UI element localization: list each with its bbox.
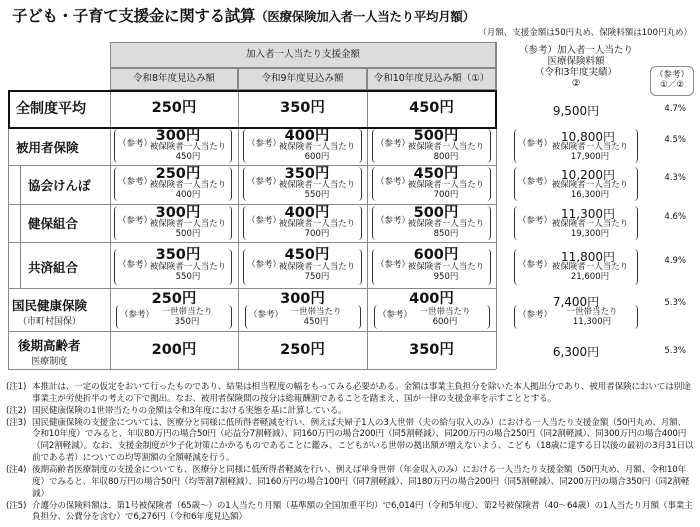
row5-r10b: 600円 — [432, 317, 458, 327]
row-label-employee: 被用者保険 — [16, 140, 79, 155]
ref-label: （参考） — [378, 310, 413, 320]
unit-note: （月額、支援金額は50円丸め、保険料額は100円丸め） — [478, 28, 692, 38]
row4-r10a: 被保険者一人当たり — [407, 262, 485, 272]
ref-label: （参考） — [247, 260, 282, 270]
header-ref-premium-l2: 医療保険料額 — [547, 56, 605, 68]
row1-prem: 10,800円 — [561, 130, 615, 144]
row4-v10: 600円 — [413, 247, 459, 263]
row2-v10: 450円 — [413, 166, 459, 182]
row3-r8b: 500円 — [175, 229, 201, 239]
note-item — [6, 501, 694, 525]
row2-r9a: 被保険者一人当たり — [278, 180, 356, 190]
ref-label: （参考） — [376, 177, 411, 187]
row0-v10: 450円 — [409, 100, 454, 116]
ref-label: （参考） — [518, 260, 553, 270]
row4-pa: 被保険者一人当たり — [551, 262, 629, 272]
row1-pa: 被保険者一人当たり — [551, 142, 629, 152]
note-item — [6, 465, 694, 501]
ref-label: （参考） — [376, 139, 411, 149]
row-label-koki — [18, 336, 81, 367]
row2-r9b: 550円 — [304, 190, 330, 200]
row3-r8a: 被保険者一人当たり — [149, 219, 227, 229]
row1-v8: 300円 — [155, 128, 201, 144]
row2-prem: 10,200円 — [561, 168, 615, 182]
row1-pct: 4.5% — [664, 135, 686, 145]
row3-pb: 19,300円 — [570, 229, 610, 239]
row6-prem: 6,300円 — [552, 345, 600, 359]
row4-r8b: 550円 — [175, 272, 201, 282]
row4-prem: 11,800円 — [561, 250, 615, 264]
notes-section — [6, 382, 694, 524]
ref-label: （参考） — [118, 139, 153, 149]
row5-r8b: 350円 — [174, 317, 200, 327]
row3-pct: 4.6% — [664, 212, 686, 222]
row1-v10: 500円 — [413, 128, 459, 144]
row2-pa: 被保険者一人当たり — [551, 180, 629, 190]
row1-v9: 400円 — [284, 128, 330, 144]
ref-label: （参考） — [118, 177, 153, 187]
row2-pb: 16,300円 — [570, 190, 610, 200]
ref-label: （参考） — [247, 139, 282, 149]
row0-prem: 9,500円 — [552, 104, 600, 118]
row4-v8: 350円 — [155, 247, 201, 263]
row6-v10: 350円 — [409, 342, 454, 358]
page-title — [12, 4, 475, 26]
row1-r9b: 600円 — [304, 152, 330, 162]
header-ref-premium-l3: （令和3年度実績） — [534, 67, 618, 78]
row6-v9: 250円 — [280, 342, 325, 358]
note-num: (注2) — [6, 405, 27, 416]
header-group: 加入者一人当たり支援金額 — [110, 42, 496, 68]
row2-r8a: 被保険者一人当たり — [149, 180, 227, 190]
note-text: 後期高齢者医療制度の支援金についても、医療分と同様に低所得者軽減を行い、例えば単身世帯（年金収入のみ）における一人当たり支援金額（50円丸め、月額、令和10年度）でみると、年収80万円の場合50円（均等割7割軽減）、同160万円の場合100円（同7割軽減）、同180万円の場合200円（同5割軽減）、同200万円の場合350円（同2割軽減） — [32, 465, 690, 499]
row5-pct: 5.3% — [664, 298, 686, 308]
note-num: (注1) — [6, 382, 27, 392]
row2-r8b: 400円 — [175, 190, 201, 200]
ref-label: （参考） — [518, 310, 553, 320]
ref-label: （参考） — [118, 260, 153, 270]
ref-label: （参考） — [120, 310, 155, 320]
row6-v8: 200円 — [151, 342, 197, 358]
row-label-kyosai: 共済組合 — [28, 260, 79, 275]
row1-r9a: 被保険者一人当たり — [278, 142, 356, 152]
row2-r10a: 被保険者一人当たり — [407, 180, 485, 190]
row3-v10: 500円 — [413, 205, 459, 221]
row4-r10b: 950円 — [433, 272, 459, 282]
row3-v8: 300円 — [155, 205, 201, 221]
row5-v10: 400円 — [409, 291, 454, 307]
ref-label: （参考） — [247, 216, 282, 226]
row5-pa: 一世帯当たり — [566, 307, 618, 317]
row5-pb: 11,300円 — [572, 317, 612, 327]
header-ratio-l1: （参考） — [654, 70, 689, 81]
row4-r9b: 750円 — [304, 272, 330, 282]
note-text: 介護分の保険料額は、第1号被保険者（65歳～）の1人当たり月額（基準額の全国加重平均）で6,014円（令和5年度）、第2号被保険者（40～64歳）の1人当たり月額（事業主負担分、公費分を含む）で6,276円（令和6年度見込額） — [32, 500, 693, 523]
grid-line — [8, 90, 9, 369]
ref-label: （参考） — [247, 177, 282, 187]
row1-r8b: 450円 — [175, 152, 201, 162]
row1-r10b: 800円 — [433, 152, 459, 162]
row2-pct: 4.3% — [664, 173, 686, 183]
row-label-all: 全制度平均 — [16, 101, 86, 117]
row-label-kenpo: 健保組合 — [28, 216, 79, 231]
row4-r9a: 被保険者一人当たり — [278, 262, 356, 272]
row4-pct: 4.9% — [664, 256, 686, 266]
row3-v9: 400円 — [284, 205, 330, 221]
grid-line — [8, 369, 496, 370]
header-ratio-l2: ①／② — [660, 80, 684, 90]
ref-label: （参考） — [518, 139, 553, 149]
grid-line — [20, 165, 21, 288]
row0-pct: 4.7% — [664, 104, 686, 114]
note-item — [6, 406, 694, 418]
header-ref-premium — [512, 40, 640, 96]
note-num: (注4) — [6, 465, 27, 476]
row4-v9: 450円 — [284, 247, 330, 263]
row5-label-sub: （市町村国保） — [18, 317, 82, 327]
row6-label-sub: 医療制度 — [31, 357, 68, 367]
row5-label-main: 国民健康保険 — [12, 298, 88, 313]
ref-label: （参考） — [249, 310, 284, 320]
row2-v9: 350円 — [284, 166, 330, 182]
row-label-kyokai: 協会けんぽ — [28, 178, 91, 193]
row0-v9: 350円 — [280, 100, 325, 116]
note-num: (注3) — [6, 417, 27, 428]
ref-label: （参考） — [518, 177, 553, 187]
ref-label: （参考） — [518, 216, 553, 226]
row5-r9b: 450円 — [303, 317, 329, 327]
header-ratio — [650, 66, 694, 96]
header-y10: 令和10年度見込み額（①） — [367, 68, 496, 90]
note-text: 本推計は、一定の仮定をおいて行ったものであり、結果は相当程度の幅をもってみる必要がある。金額は事業主負担分を除いた本人拠出分であり、被用者保険においては別途事業主が労使折半の考えの下で拠出。なお、被用者保険間の按分は総報酬割であることを踏まえ、国が一律の支援金率を示すこととする。 — [32, 382, 691, 404]
row3-r9a: 被保険者一人当たり — [278, 219, 356, 229]
note-item — [6, 382, 694, 406]
ref-label: （参考） — [118, 216, 153, 226]
row5-r10a: 一世帯当たり — [419, 307, 471, 317]
title-sub: （医療保険加入者一人当たり平均月額） — [255, 9, 475, 24]
grid-line — [8, 288, 496, 289]
row3-r9b: 700円 — [304, 229, 330, 239]
row1-pb: 17,900円 — [570, 152, 610, 162]
ref-label: （参考） — [376, 260, 411, 270]
row5-prem: 7,400円 — [552, 295, 600, 309]
note-item — [6, 418, 694, 465]
row3-pa: 被保険者一人当たり — [551, 219, 629, 229]
ref-label: （参考） — [376, 216, 411, 226]
header-y9: 令和9年度見込み額 — [238, 68, 367, 90]
row0-v8: 250円 — [151, 100, 197, 116]
row6-label-main: 後期高齢者 — [18, 338, 81, 353]
row2-v8: 250円 — [155, 166, 201, 182]
row1-r10a: 被保険者一人当たり — [407, 142, 485, 152]
row1-r8a: 被保険者一人当たり — [149, 142, 227, 152]
row5-r8a: 一世帯当たり — [161, 307, 213, 317]
header-ref-premium-l4: ② — [571, 77, 581, 89]
row4-pb: 21,600円 — [570, 272, 610, 282]
row4-r8a: 被保険者一人当たり — [149, 262, 227, 272]
row6-pct: 5.3% — [664, 346, 686, 356]
title-main: 子ども・子育て支援金に関する試算 — [12, 7, 256, 25]
grid-line — [8, 331, 496, 332]
row5-r9a: 一世帯当たり — [290, 307, 342, 317]
grid-line — [8, 242, 496, 243]
row2-r10b: 700円 — [433, 190, 459, 200]
row5-v9: 300円 — [280, 291, 325, 307]
note-num: (注5) — [6, 500, 27, 511]
row3-prem: 11,300円 — [561, 207, 615, 221]
header-y8: 令和8年度見込み額 — [110, 68, 238, 90]
row3-r10a: 被保険者一人当たり — [407, 219, 485, 229]
row5-v8: 250円 — [151, 291, 197, 307]
row-label-kokuho — [12, 296, 87, 327]
note-text: 国民健康保険の1世帯当たりの金額は令和3年度における実態を基に計算している。 — [32, 405, 347, 416]
note-text: 国民健康保険の支援金については、医療分と同様に低所得者軽減を行い、例えば夫婦子1人の3人世帯（夫の給与収入のみ）における一人当たり支援金額（50円丸め、月額、令和10年度）でみると、年収80万円の場合50円（応益分7割軽減）、同160万円の場合200円（同5割軽減）、同200万円の場合250円（同2割軽減）、同300万円の場合400円（同2割軽減）。なお、支援金制度が少子化対策にかかるものであることに鑑み、こどもがいる世帯の拠出額が増えないよう、こども（18歳に達する日以後の最初の3月31日以前である者）についての均等割額の全額軽減を行う。 — [32, 417, 694, 464]
header-ref-premium-l1: （参考）加入者一人当たり — [518, 45, 633, 57]
row3-r10b: 850円 — [433, 229, 459, 239]
